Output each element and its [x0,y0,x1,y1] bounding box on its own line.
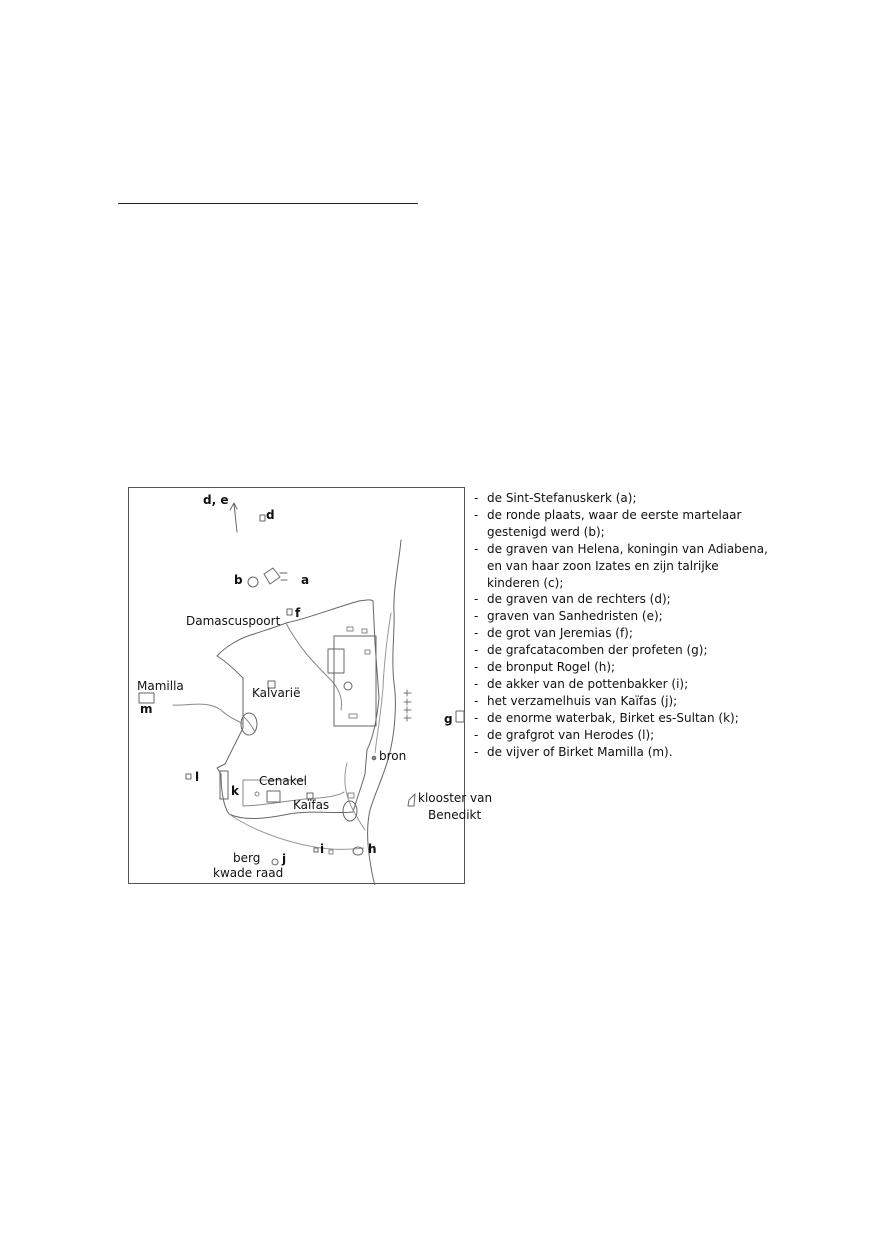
label-klooster-1: klooster van [418,791,493,805]
map-legend [474,490,774,761]
temple-building [328,649,344,673]
legend-item: - de akker van de pottenbakker (i); [474,676,689,691]
label-i: i [320,842,325,856]
tomb-d-icon [260,515,265,521]
label-h: h [368,842,377,856]
house-j-icon [272,859,278,865]
legend-item: - de Sint-Stefanuskerk (a); [474,491,637,505]
label-a: a [301,573,310,587]
dome-icon [344,682,352,690]
label-d: d [266,508,275,522]
legend-item: - graven van Sanhedristen (e); [474,609,663,624]
label-klooster-2: Benedikt [428,808,482,822]
north-arrow-icon [230,503,237,532]
legend-item: - de ronde plaats, waar de eerste martelaar gestenigd werd (b); [474,507,742,539]
round-place-b-icon [248,577,258,587]
legend-item: - de grot van Jeremias (f); [474,626,633,641]
horizontal-rule [118,203,418,204]
tomb-marks-icon [404,690,411,721]
legend-item: - de grafcatacomben der profeten (g); [474,643,708,658]
label-damascuspoort: Damascuspoort [186,614,281,628]
jerusalem-sketch-map [128,487,493,884]
label-cenakel: Cenakel [259,774,307,788]
label-m: m [140,702,153,716]
label-l: l [195,770,200,784]
label-berg: berg [233,851,261,865]
church-a-icon [264,568,287,584]
label-j: j [282,852,287,866]
label-kalvarie: Kalvarië [252,686,301,700]
cenakel-icon [267,791,280,802]
legend-item: - de bronput Rogel (h); [474,660,616,675]
legend-item: - de graven van de rechters (d); [474,592,671,607]
legend-item: - de graven van Helena, koningin van Adiabena, en van haar zoon Izates en zijn talrijke kinderen (c); [474,541,768,590]
monastery-icon [408,794,415,806]
grotto-f-icon [287,609,292,615]
label-mamilla: Mamilla [137,679,184,693]
spring-icon [372,756,376,760]
legend-item: - de grafgrot van Herodes (l); [474,727,655,742]
grotto-l-icon [186,774,191,779]
label-f: f [295,606,301,620]
legend-item: - het verzamelhuis van Kaïfas (j); [474,693,678,708]
label-kaifas: Kaïfas [293,798,330,812]
legend-item: - de enorme waterbak, Birket es-Sultan (k); [474,710,739,725]
label-d-e: d, e [203,493,229,507]
label-bron: bron [379,749,407,763]
label-b: b [234,573,243,587]
field-i-icon [314,848,318,852]
catacombs-g-icon [456,711,464,722]
legend-item: - de vijver of Birket Mamilla (m). [474,744,673,759]
kidron-valley [368,540,401,885]
label-kwade-raad: kwade raad [213,866,284,880]
label-g: g [444,712,453,726]
label-k: k [231,784,239,798]
